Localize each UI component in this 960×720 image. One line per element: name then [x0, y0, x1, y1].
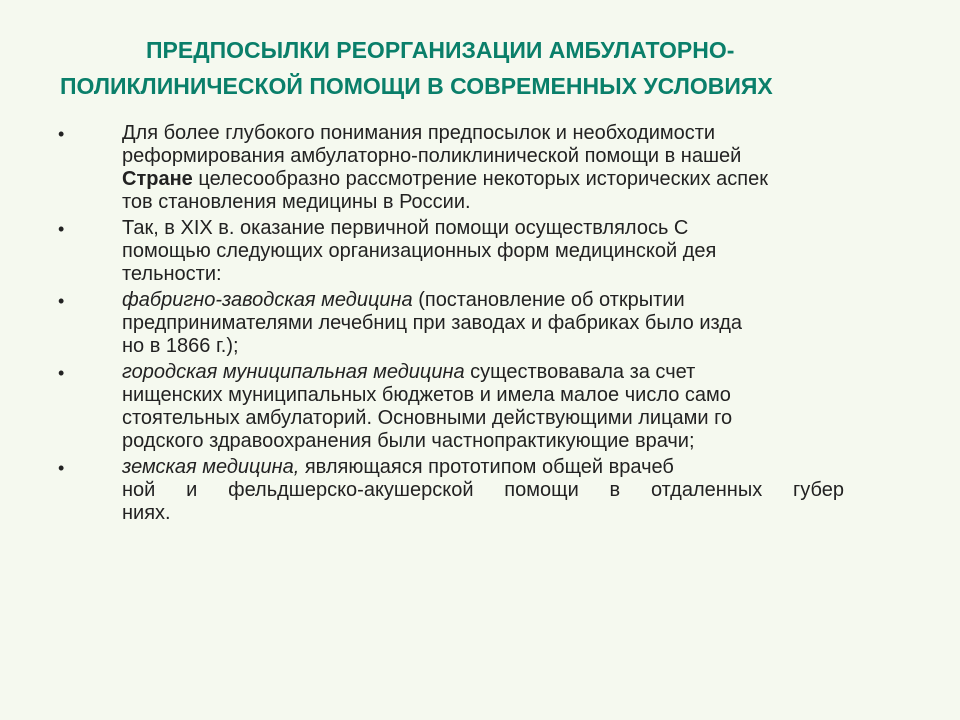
bullet-2-line-1: Так, в XIX в. оказание первичной помощи осуществлялось С: [122, 217, 689, 239]
bullet-2-line-3: тельности:: [122, 263, 222, 285]
bullet-3-line-1: [122, 289, 858, 312]
bullet-1-line-3-rest: целесообразно рассмотрение некоторых исторических аспек: [192, 168, 768, 190]
bullet-5-line-2: ной и фельдшерско-акушерской помощи в отдаленных губер: [122, 479, 844, 501]
bullet-4-line-1-rest: существовавала за счет: [464, 361, 696, 383]
slide-title: [60, 32, 900, 104]
bullet-1-line-2: реформирования амбулаторно-поликлинической помощи в нашей: [122, 145, 742, 167]
bullet-item-5: [58, 456, 858, 525]
bold-word: Стране: [122, 168, 193, 190]
bullet-5-line-1: [122, 456, 858, 479]
bullet-icon: •: [58, 124, 65, 144]
italic-term: городская муниципальная медицина: [122, 361, 465, 383]
bullet-5-line-1-rest: являющаяся прототипом общей врачеб: [299, 456, 674, 478]
bullet-3-line-3: но в 1866 г.);: [122, 335, 239, 357]
bullet-icon: •: [58, 458, 65, 478]
italic-term: земская медицина,: [122, 456, 300, 478]
bullet-list: [58, 122, 858, 528]
bullet-2-line-2: помощью следующих организационных форм медицинской дея: [122, 240, 717, 262]
bullet-4-line-4: родского здравоохранения были частнопрактикующие врачи;: [122, 430, 695, 452]
bullet-icon: •: [58, 363, 65, 383]
bullet-icon: •: [58, 291, 65, 311]
bullet-item-2: [58, 217, 858, 286]
bullet-1-line-1: Для более глубокого понимания предпосылок и необходимости: [122, 122, 716, 144]
bullet-item-1: [58, 122, 858, 214]
bullet-3-line-2: предпринимателями лечебниц при заводах и фабриках было изда: [122, 312, 743, 334]
bullet-icon: •: [58, 219, 65, 239]
bullet-item-4: [58, 361, 858, 453]
italic-term: фабригно-заводская медицина: [122, 289, 413, 311]
bullet-4-line-2: нищенских муниципальных бюджетов и имела малое число само: [122, 384, 731, 406]
bullet-1-line-3: [122, 168, 858, 191]
slide-title-line-1: ПРЕДПОСЫЛКИ РЕОРГАНИЗАЦИИ АМБУЛАТОРНО-: [146, 37, 735, 63]
bullet-5-line-3: ниях.: [122, 502, 171, 524]
bullet-3-line-1-rest: (постановление об открытии: [412, 289, 685, 311]
bullet-item-3: [58, 289, 858, 358]
bullet-1-line-4: тов становления медицины в России.: [122, 191, 471, 213]
bullet-4-line-3: стоятельных амбулаторий. Основными действующими лицами го: [122, 407, 733, 429]
slide-title-line-2: ПОЛИКЛИНИЧЕСКОЙ ПОМОЩИ В СОВРЕМЕННЫХ УСЛОВИЯХ: [60, 73, 773, 99]
bullet-4-line-1: [122, 361, 858, 384]
